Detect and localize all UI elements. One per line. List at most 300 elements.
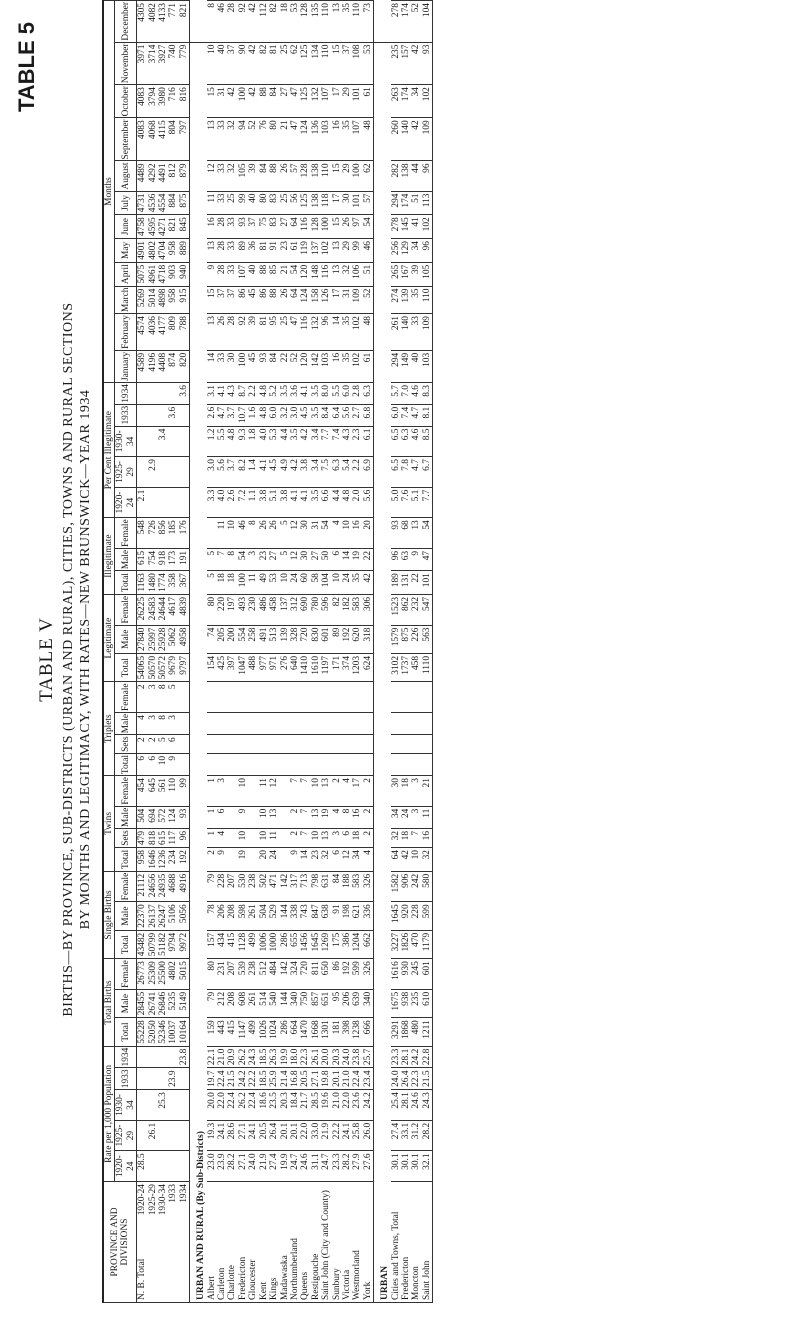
table-cell: 4133 xyxy=(158,1,168,43)
table-row xyxy=(269,1,279,1303)
table-cell: 108 xyxy=(352,42,362,85)
table-cell: 100 xyxy=(352,161,362,191)
table-cell: 19.7 xyxy=(207,1068,217,1090)
table-cell: 132 xyxy=(311,314,321,351)
table-cell: 816 xyxy=(179,85,190,118)
table-cell xyxy=(217,682,227,713)
table-cell: 425 xyxy=(217,653,227,681)
table-cell: 306 xyxy=(363,594,374,625)
table-cell xyxy=(179,1090,190,1121)
table-cell: 34 xyxy=(352,848,362,872)
table-cell xyxy=(321,735,331,754)
table-cell: 22 xyxy=(411,571,421,595)
table-cell xyxy=(300,735,310,754)
table-cell: 54 xyxy=(290,262,300,286)
table-cell: 84 xyxy=(332,871,342,902)
table-cell xyxy=(259,682,269,713)
table-row xyxy=(259,1,269,1303)
table-cell: 13 xyxy=(321,828,331,847)
row-label: Saint John xyxy=(422,1182,433,1303)
table-cell: 13 xyxy=(332,1,342,43)
table-cell xyxy=(137,426,148,457)
row-label-period: 1925-29 xyxy=(147,1184,158,1216)
table-cell: 7.0 xyxy=(401,383,411,405)
table-cell: 1110 xyxy=(422,653,433,681)
table-cell: 2.6 xyxy=(227,487,237,518)
table-cell: 40 xyxy=(248,262,258,286)
table-cell: 175 xyxy=(332,930,342,958)
table-cell: 60 xyxy=(300,571,310,595)
table-cell: 398 xyxy=(342,1018,352,1046)
table-cell: 21 xyxy=(422,776,433,807)
table-cell: 95 xyxy=(332,989,342,1017)
table-cell: 16 xyxy=(207,215,217,239)
table-cell: 142 xyxy=(280,959,290,990)
table-cell: 26846 xyxy=(158,989,168,1017)
table-cell: 8 xyxy=(207,1,217,43)
table-cell: 54 xyxy=(363,215,374,239)
table-cell: 4.7 xyxy=(217,404,227,426)
table-cell: 9 xyxy=(207,262,217,286)
triplets-sub-header: Total xyxy=(115,753,137,775)
table-cell: 7.4 xyxy=(332,426,342,457)
table-cell: 1211 xyxy=(422,1018,433,1046)
table-cell: 812 xyxy=(168,161,178,191)
table-cell: 40 xyxy=(248,191,258,215)
table-cell: 42 xyxy=(248,85,258,118)
table-cell: 189 xyxy=(391,571,401,595)
table-cell: 6.8 xyxy=(363,404,374,426)
table-cell: 76 xyxy=(259,118,269,161)
table-cell: 110 xyxy=(422,286,433,313)
table-cell xyxy=(179,682,190,713)
table-cell: 655 xyxy=(290,930,300,958)
row-label: Albert xyxy=(207,1182,217,1303)
table-cell: 540 xyxy=(269,989,279,1017)
table-cell: 226 xyxy=(411,625,421,653)
table-cell: 42 xyxy=(411,42,421,85)
table-cell xyxy=(280,753,290,775)
table-cell: 32 xyxy=(227,161,237,191)
table-cell: 9797 xyxy=(179,653,190,681)
table-cell: 261 xyxy=(391,314,401,351)
table-cell: 4.7 xyxy=(411,404,421,426)
table-cell: 261 xyxy=(248,902,258,930)
table-cell: 651 xyxy=(321,989,331,1017)
row-label xyxy=(168,1182,178,1303)
table-cell xyxy=(179,1068,190,1090)
table-cell: 167 xyxy=(401,262,411,286)
table-cell: 19 xyxy=(352,548,362,570)
table-cell: 24583 xyxy=(148,594,158,625)
table-cell: 276 xyxy=(280,653,290,681)
table-cell: 142 xyxy=(280,871,290,902)
table-cell: 16 xyxy=(332,118,342,161)
table-cell: 28 xyxy=(227,1,237,43)
table-cell: 32 xyxy=(422,848,433,872)
table-cell: 42 xyxy=(401,848,411,872)
table-cell: 103 xyxy=(321,118,331,161)
table-cell xyxy=(168,1120,178,1151)
table-cell: 140 xyxy=(401,314,411,351)
table-row xyxy=(311,1,321,1303)
single-births-sub-header: Total xyxy=(115,930,137,958)
table-cell xyxy=(363,682,374,713)
table-cell: 185 xyxy=(168,518,178,549)
twins-header: Twins xyxy=(103,776,115,872)
table-cell: 22.4 xyxy=(217,1068,227,1090)
row-label: Fredericton xyxy=(238,1182,248,1303)
table-cell xyxy=(401,753,411,775)
table-cell: 22 xyxy=(363,548,374,570)
table-cell: 1675 xyxy=(391,989,401,1017)
table-cell xyxy=(148,1090,158,1121)
table-cell: 3 xyxy=(148,682,158,713)
table-cell: 12 xyxy=(207,161,217,191)
table-cell xyxy=(411,713,421,735)
table-cell: 33.0 xyxy=(311,1120,321,1151)
table-cell: 583 xyxy=(352,871,362,902)
table-cell: 780 xyxy=(311,594,321,625)
table-cell: 192 xyxy=(342,959,352,990)
table-cell: 458 xyxy=(269,594,279,625)
table-cell: 24 xyxy=(290,571,300,595)
table-cell: 46 xyxy=(217,1,227,43)
table-cell: 28.1 xyxy=(401,1090,411,1121)
table-cell: 96 xyxy=(179,828,190,847)
table-cell: 5.7 xyxy=(391,383,401,405)
table-cell xyxy=(207,713,217,735)
table-cell: 4758 xyxy=(137,215,148,239)
table-cell xyxy=(137,457,148,488)
rate-year-header: 1934 xyxy=(115,1046,137,1068)
table-cell: 25.3 xyxy=(158,1090,168,1121)
table-cell: 34 xyxy=(411,85,421,118)
table-cell: 103 xyxy=(422,350,433,382)
table-cell: 14 xyxy=(300,848,310,872)
table-cell: 6 xyxy=(137,753,148,775)
row-label-division: N. B. Total xyxy=(137,1258,148,1300)
table-cell: 26.1 xyxy=(148,1120,158,1151)
table-cell: 27840 xyxy=(137,625,148,653)
table-cell: 18.6 xyxy=(259,1090,269,1121)
table-cell xyxy=(321,753,331,775)
table-cell: 971 xyxy=(269,653,279,681)
table-cell xyxy=(248,735,258,754)
table-cell: 57 xyxy=(290,161,300,191)
table-cell: 9 xyxy=(168,753,178,775)
table-cell: 4536 xyxy=(148,191,158,215)
table-cell: 20 xyxy=(259,848,269,872)
row-label: Cities and Towns, Total xyxy=(391,1182,401,1303)
table-cell: 5 xyxy=(207,571,217,595)
table-cell: 188 xyxy=(342,871,352,902)
table-cell xyxy=(137,1046,148,1068)
table-cell xyxy=(217,713,227,735)
table-cell: 109 xyxy=(422,314,433,351)
table-cell: 1 xyxy=(207,776,217,807)
table-cell xyxy=(179,457,190,488)
table-cell: 811 xyxy=(311,959,321,990)
table-cell: 15 xyxy=(332,161,342,191)
table-cell: 32 xyxy=(321,848,331,872)
table-row xyxy=(207,1,217,1303)
table-cell: 1026 xyxy=(259,1018,269,1046)
table-cell xyxy=(311,753,321,775)
table-cell: 31 xyxy=(342,286,352,313)
table-cell: 128 xyxy=(300,161,310,191)
table-cell: 874 xyxy=(168,350,178,382)
table-cell: 2.2 xyxy=(352,457,362,488)
table-cell: 4.1 xyxy=(300,487,310,518)
table-cell: 47 xyxy=(290,85,300,118)
table-cell: 135 xyxy=(311,1,321,43)
table-cell: 245 xyxy=(411,959,421,990)
table-cell: 68 xyxy=(401,518,411,549)
table-cell: 40 xyxy=(217,42,227,85)
table-cell: 27.4 xyxy=(391,1120,401,1151)
legitimate-sub-header: Female xyxy=(115,594,137,625)
table-cell: 24 xyxy=(269,848,279,872)
table-cell xyxy=(391,682,401,713)
table-cell: 104 xyxy=(321,571,331,595)
table-cell: 96 xyxy=(422,161,433,191)
table-cell: 33 xyxy=(411,314,421,351)
table-cell: 24656 xyxy=(148,871,158,902)
table-cell: 4271 xyxy=(158,215,168,239)
table-cell: 3714 xyxy=(148,42,158,85)
section-heading: URBAN xyxy=(380,42,390,1302)
table-cell: 62 xyxy=(290,42,300,85)
single-births-header: Single Births xyxy=(103,871,115,958)
table-cell: 1236 xyxy=(158,848,168,872)
table-cell: 6 xyxy=(217,806,227,828)
table-cell: 3 xyxy=(411,776,421,807)
table-cell: 4554 xyxy=(158,191,168,215)
table-cell: 25997 xyxy=(148,625,158,653)
table-cell: 10 xyxy=(158,753,168,775)
twins-sub-header: Sets xyxy=(115,828,137,847)
table-cell: 19.8 xyxy=(321,1068,331,1090)
table-cell: 27.1 xyxy=(238,1120,248,1151)
table-cell: 47 xyxy=(290,314,300,351)
table-cell: 35 xyxy=(342,1,352,43)
table-cell: 821 xyxy=(168,215,178,239)
table-cell: 7.7 xyxy=(321,426,331,457)
table-cell: 104 xyxy=(422,1,433,43)
table-cell: 17 xyxy=(332,85,342,118)
table-cell: 95 xyxy=(269,314,279,351)
table-cell xyxy=(158,1120,168,1151)
table-cell: 138 xyxy=(311,161,321,191)
table-cell: 24.6 xyxy=(411,1090,421,1121)
table-cell: 24.7 xyxy=(321,1151,331,1182)
table-cell xyxy=(342,682,352,713)
table-cell xyxy=(401,682,411,713)
table-cell: 64 xyxy=(391,848,401,872)
table-cell: 93 xyxy=(259,350,269,382)
table-cell: 2 xyxy=(363,828,374,847)
table-cell: 11 xyxy=(269,828,279,847)
table-cell: 12 xyxy=(269,776,279,807)
table-cell: 4 xyxy=(332,518,342,549)
table-cell: 21.4 xyxy=(280,1068,290,1090)
month-header: February xyxy=(115,314,137,351)
table-cell: 499 xyxy=(248,1018,258,1046)
table-cell: 513 xyxy=(269,625,279,653)
table-cell: 930 xyxy=(401,959,411,990)
page-label: TABLE 5 xyxy=(14,22,39,113)
table-cell: 3.5 xyxy=(311,404,321,426)
rate-year-header: 1930-34 xyxy=(115,1090,137,1121)
table-cell: 31.2 xyxy=(411,1120,421,1151)
table-cell: 2 xyxy=(363,806,374,828)
table-cell: 144 xyxy=(280,902,290,930)
table-cell: 4.4 xyxy=(280,426,290,457)
table-cell: 539 xyxy=(238,959,248,990)
table-cell: 23.5 xyxy=(269,1090,279,1121)
table-cell: 75 xyxy=(259,215,269,239)
table-cell: 137 xyxy=(311,239,321,263)
table-cell: 16 xyxy=(332,350,342,382)
table-cell: 33 xyxy=(227,262,237,286)
table-cell: 621 xyxy=(352,902,362,930)
table-cell xyxy=(227,713,237,735)
table-cell: 5.6 xyxy=(217,457,227,488)
table-cell: 110 xyxy=(352,1,362,43)
table-cell: 499 xyxy=(248,930,258,958)
table-cell: 10 xyxy=(259,828,269,847)
table-cell xyxy=(207,682,217,713)
table-cell: 107 xyxy=(352,118,362,161)
table-cell xyxy=(137,404,148,426)
table-cell xyxy=(158,383,168,405)
table-cell: 470 xyxy=(411,930,421,958)
table-cell: 14 xyxy=(332,314,342,351)
table-cell: 102 xyxy=(352,350,362,382)
table-cell: 443 xyxy=(217,1018,227,1046)
table-cell: 10 xyxy=(342,518,352,549)
table-cell xyxy=(280,682,290,713)
table-cell: 26.4 xyxy=(401,1068,411,1090)
table-cell: 740 xyxy=(168,42,178,85)
table-cell: 24.2 xyxy=(238,1068,248,1090)
table-cell xyxy=(227,776,237,807)
table-cell: 26.0 xyxy=(363,1120,374,1151)
table-cell: 2.7 xyxy=(352,404,362,426)
table-cell: 52 xyxy=(411,1,421,43)
table-cell: 33 xyxy=(217,191,227,215)
table-cell: 918 xyxy=(158,548,168,570)
table-cell xyxy=(401,713,411,735)
table-cell: 102 xyxy=(422,85,433,118)
table-cell: 903 xyxy=(168,262,178,286)
table-cell: 27.4 xyxy=(269,1151,279,1182)
table-cell: 93 xyxy=(422,42,433,85)
table-cell: 8 xyxy=(342,806,352,828)
table-cell: 340 xyxy=(363,989,374,1017)
table-cell: 131 xyxy=(401,571,411,595)
table-cell: 583 xyxy=(352,594,362,625)
table-cell: 56 xyxy=(290,191,300,215)
table-cell: 8 xyxy=(158,713,168,735)
table-cell: 24644 xyxy=(158,594,168,625)
month-header: July xyxy=(115,191,137,215)
illegitimate-sub-header: Total xyxy=(115,571,137,595)
table-cell: 55228 xyxy=(137,1018,148,1046)
table-cell: 1000 xyxy=(269,930,279,958)
table-cell: 32 xyxy=(342,262,352,286)
table-cell: 109 xyxy=(422,118,433,161)
table-cell xyxy=(391,713,401,735)
table-cell: 157 xyxy=(207,930,217,958)
table-cell: 35 xyxy=(411,286,421,313)
table-cell: 4.1 xyxy=(290,487,300,518)
table-cell: 8.4 xyxy=(321,404,331,426)
table-cell: 5.1 xyxy=(411,487,421,518)
legitimate-sub-header: Total xyxy=(115,653,137,681)
table-cell: 129 xyxy=(401,239,411,263)
triplets-sub-header: Sets xyxy=(115,735,137,754)
table-cell: 328 xyxy=(290,625,300,653)
table-cell: 52 xyxy=(290,350,300,382)
table-cell: 2.3 xyxy=(352,426,362,457)
table-cell: 4.5 xyxy=(300,404,310,426)
table-cell: 158 xyxy=(311,286,321,313)
table-cell: 10.7 xyxy=(238,404,248,426)
table-cell: 486 xyxy=(259,594,269,625)
table-cell xyxy=(248,806,258,828)
table-cell: 26 xyxy=(280,286,290,313)
table-cell: 88 xyxy=(269,161,279,191)
table-cell: 1024 xyxy=(269,1018,279,1046)
table-cell: 14 xyxy=(342,548,352,570)
table-cell: 13 xyxy=(207,118,217,161)
table-cell: 3794 xyxy=(148,85,158,118)
table-cell: 149 xyxy=(401,350,411,382)
table-cell: 3.1 xyxy=(207,383,217,405)
table-cell: 512 xyxy=(259,959,269,990)
table-cell: 958 xyxy=(168,286,178,313)
table-cell: 50 xyxy=(321,548,331,570)
table-cell xyxy=(411,682,421,713)
table-cell: 20.1 xyxy=(280,1120,290,1151)
table-cell xyxy=(269,753,279,775)
table-cell: 491 xyxy=(259,625,269,653)
table-cell xyxy=(248,753,258,775)
table-cell: 128 xyxy=(311,215,321,239)
table-cell xyxy=(280,806,290,828)
table-cell: 100 xyxy=(238,571,248,595)
table-cell: 3.6 xyxy=(290,383,300,405)
titles xyxy=(36,0,94,1319)
table-cell: 4839 xyxy=(179,594,190,625)
table-cell: 138 xyxy=(401,161,411,191)
table-cell: 845 xyxy=(179,215,190,239)
table-cell xyxy=(217,735,227,754)
table-cell: 106 xyxy=(352,262,362,286)
total-births-sub-header: Total xyxy=(115,1018,137,1046)
table-cell: 367 xyxy=(179,571,190,595)
table-cell: 117 xyxy=(168,828,178,847)
table-cell: 107 xyxy=(238,262,248,286)
table-cell: 8 xyxy=(227,548,237,570)
table-cell: 58 xyxy=(311,571,321,595)
table-cell: 4083 xyxy=(137,118,148,161)
table-cell: 26 xyxy=(269,518,279,549)
table-cell: 18.5 xyxy=(259,1046,269,1068)
illegitimate-header: Illegitimate xyxy=(103,518,115,595)
